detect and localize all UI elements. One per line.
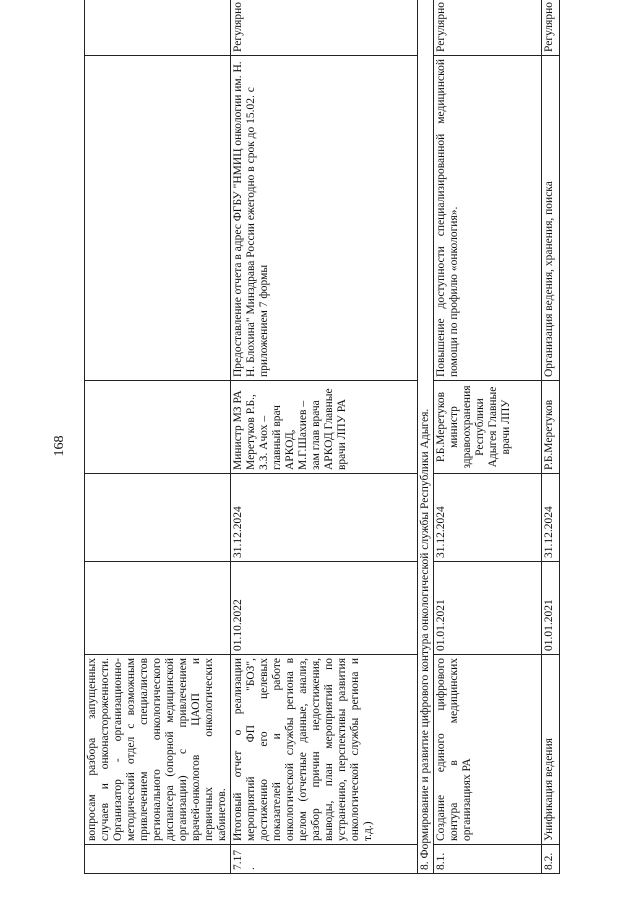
result-cell: Организация ведения, хранения, поиска — [542, 56, 560, 381]
responsible-cell — [85, 381, 231, 474]
start-date-cell — [85, 562, 231, 655]
frequency-cell — [85, 0, 231, 56]
activity-cell: Унификация ведения — [542, 655, 560, 845]
table-row — [85, 0, 231, 874]
table-row — [542, 0, 560, 874]
end-date-cell: 31.12.2024 — [434, 474, 542, 562]
frequency-cell: Регулярно — [231, 0, 418, 56]
end-date-cell: 31.12.2024 — [231, 474, 418, 562]
rotated-page — [84, 2, 629, 874]
activity-cell: Итоговый отчет о реализации мероприятий ФП "БОЗ", достижению его целевых показателей и работе онкологической службы региона в целом (отчетные данные, анализ, разбор причин недостижения, выводы, план мероприятий по устранению, перспективы развития онкологической службы региона и т.д.) — [231, 655, 418, 845]
frequency-cell: Регулярно — [542, 0, 560, 56]
end-date-cell — [85, 474, 231, 562]
plan-table — [84, 0, 560, 874]
activity-cell: Создание единого цифрового контура в медицинских организациях РА — [434, 655, 542, 845]
responsible-cell: Министр МЗ РА Меретуков Р.Б., З.З. Ачох – главный врач АРКОД, М.Г.Шахиев – зам глав врача АРКОД Главные врачи ЛПУ РА — [231, 381, 418, 474]
result-cell: Предоставление отчета в адрес ФГБУ "НМИЦ онкологии им. Н. Н. Блохина" Минздрава России ежегодно в срок до 15.02. с приложением 7 формы — [231, 56, 418, 381]
result-cell: Повышение доступности специализированной медицинской помощи по профилю «онкология». — [434, 56, 542, 381]
start-date-cell: 01.10.2022 — [231, 562, 418, 655]
section-row — [418, 0, 434, 874]
frequency-cell: Регулярно — [434, 0, 542, 56]
activity-cell: вопросам разбора запущенных случаев и онконастороженности. Организатор - организационно-методический отдел с возможным привлечением специалистов регионального онкологического диспансера (опорной медицинской организации) с привлечением врачей-онкологов ЦАОП и первичных онкологических кабинетов. — [85, 655, 231, 845]
start-date-cell: 01.01.2021 — [542, 562, 560, 655]
end-date-cell: 31.12.2024 — [542, 474, 560, 562]
responsible-cell: Р.Б.Меретуков министр здравоохранения Республики Адыгея Главные врачи ЛПУ — [434, 381, 542, 474]
row-number: 8.2. — [542, 845, 560, 874]
result-cell — [85, 56, 231, 381]
start-date-cell: 01.01.2021 — [434, 562, 542, 655]
responsible-cell: Р.Б.Меретуков — [542, 381, 560, 474]
section-heading: 8. Формирование и развитие цифрового контура онкологической службы Республики Адыгея. — [418, 0, 434, 874]
table-row — [434, 0, 542, 874]
row-number: 7.17 . — [231, 845, 418, 874]
page-number: 168 — [52, 435, 67, 457]
table-row — [231, 0, 418, 874]
row-number — [85, 845, 231, 874]
row-number: 8.1. — [434, 845, 542, 874]
